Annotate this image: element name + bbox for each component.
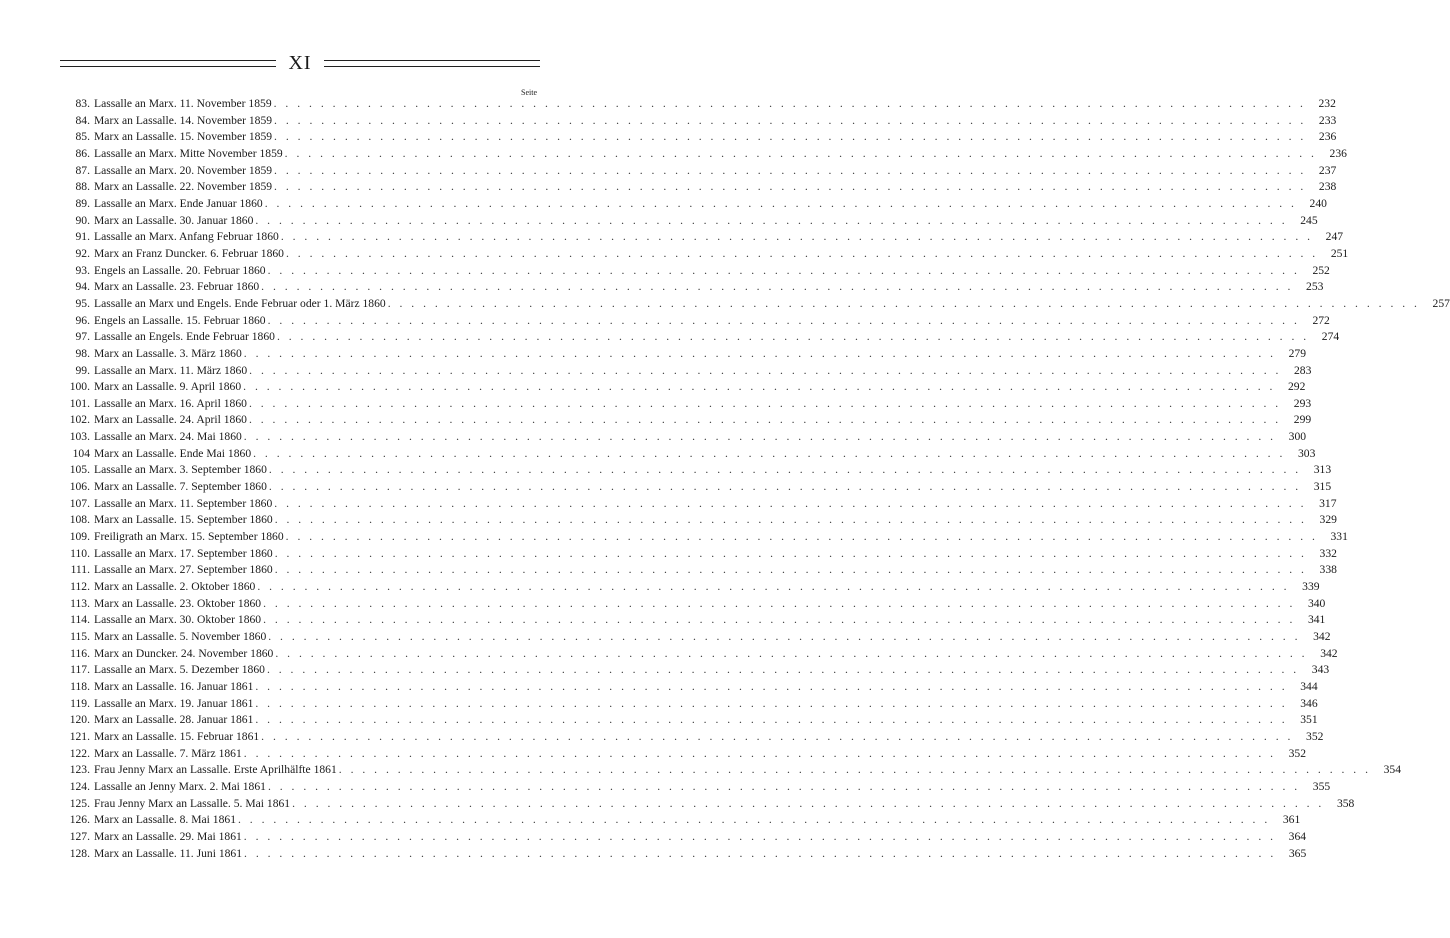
entry-number: 103. — [69, 430, 90, 444]
dot-leader — [259, 280, 1295, 293]
entry-number: 102. — [69, 413, 90, 427]
entry-title: Lassalle an Marx. Anfang Februar 1860 — [94, 230, 279, 244]
entry-number: 109. — [69, 530, 90, 544]
toc-entry — [60, 796, 1355, 814]
toc-entry — [60, 363, 1312, 381]
toc-entry — [60, 663, 1330, 680]
entry-number: 104 — [72, 446, 90, 460]
entry-number: 117. — [70, 663, 90, 677]
dot-leader — [242, 830, 1278, 843]
toc-entry — [60, 613, 1326, 630]
entry-page: 344 — [1300, 679, 1318, 693]
dot-leader — [267, 463, 1303, 476]
toc-entry — [60, 746, 1307, 764]
entry-title: Engels an Lassalle. 15. Februar 1860 — [94, 313, 266, 327]
toc-entry — [60, 430, 1307, 447]
dot-leader — [290, 797, 1326, 810]
entry-number: 112. — [70, 580, 90, 594]
entry-number: 99. — [75, 363, 90, 377]
entry-page: 361 — [1282, 813, 1301, 827]
toc-entry — [60, 630, 1331, 647]
entry-number: 83. — [75, 97, 90, 110]
header-rule-right — [324, 60, 540, 67]
entry-page: 279 — [1288, 346, 1307, 360]
entry-title: Marx an Lassalle. 28. Januar 1861 — [94, 713, 254, 727]
entry-page: 272 — [1312, 313, 1330, 327]
entry-page: 238 — [1318, 180, 1337, 194]
entry-number: 126. — [69, 813, 90, 827]
dot-leader — [273, 647, 1309, 660]
entry-title: Marx an Lassalle. 11. Juni 1861 — [94, 846, 243, 860]
dot-leader — [241, 380, 1277, 393]
toc-entry — [60, 463, 1332, 480]
dot-leader — [263, 197, 1299, 210]
entry-page: 253 — [1306, 280, 1324, 294]
toc-entry — [60, 446, 1316, 464]
entry-title: Marx an Lassalle. 9. April 1860 — [94, 380, 242, 394]
toc-entry — [60, 213, 1318, 231]
dot-leader — [247, 364, 1283, 377]
entry-number: 121. — [69, 729, 90, 743]
entry-title: Lassalle an Marx. Ende Januar 1860 — [94, 196, 263, 210]
entry-title: Marx an Lassalle. 24. April 1860 — [94, 413, 247, 427]
toc-entry — [60, 813, 1301, 830]
entry-number: 120. — [69, 713, 90, 727]
toc-entry — [60, 230, 1344, 247]
toc-entry — [60, 380, 1306, 397]
entry-title: Lassalle an Marx. 16. April 1860 — [94, 396, 247, 410]
toc-entry — [60, 530, 1348, 547]
entry-page: 364 — [1288, 829, 1307, 843]
entry-title: Lassalle an Marx. 11. September 1860 — [94, 496, 273, 510]
entry-number: 113. — [70, 596, 90, 610]
entry-number: 94. — [75, 280, 90, 294]
entry-number: 124. — [69, 779, 90, 793]
toc-entry — [60, 313, 1330, 331]
dot-leader — [337, 763, 1373, 776]
toc-entry — [60, 146, 1347, 164]
toc-entry — [60, 496, 1337, 514]
toc-entry — [60, 113, 1337, 131]
dot-leader — [247, 397, 1283, 410]
dot-leader — [284, 530, 1320, 543]
entry-title: Marx an Lassalle. 2. Oktober 1860 — [94, 580, 256, 594]
dot-leader — [242, 847, 1278, 860]
entry-number: 101. — [69, 396, 90, 410]
entry-page: 352 — [1306, 729, 1324, 743]
entry-number: 91. — [75, 230, 90, 244]
entry-number: 93. — [75, 263, 90, 277]
entry-page: 300 — [1288, 430, 1307, 444]
entry-number: 98. — [75, 346, 90, 360]
entry-title: Freiligrath an Marx. 15. September 1860 — [94, 530, 284, 544]
toc-entry — [60, 546, 1337, 564]
dot-leader — [272, 164, 1308, 177]
entry-title: Lassalle an Marx. 27. September 1860 — [94, 563, 273, 577]
toc-entry — [60, 646, 1338, 664]
dot-leader — [272, 97, 1308, 110]
page-number: XI — [288, 52, 312, 74]
entry-page: 247 — [1325, 230, 1344, 244]
entry-page: 252 — [1312, 263, 1330, 277]
dot-leader — [236, 813, 1272, 826]
entry-page: 315 — [1313, 480, 1332, 494]
entry-number: 123. — [69, 763, 90, 777]
entry-number: 116. — [70, 646, 90, 660]
dot-leader — [253, 713, 1289, 726]
dot-leader — [253, 214, 1289, 227]
entry-number: 118. — [70, 679, 90, 693]
entry-page: 343 — [1311, 663, 1330, 677]
entry-title: Lassalle an Marx. 11. November 1859 — [94, 97, 272, 110]
entry-page: 352 — [1288, 746, 1307, 760]
entry-title: Marx an Lassalle. 23. Februar 1860 — [94, 280, 260, 294]
toc-entry — [60, 763, 1401, 780]
dot-leader — [283, 147, 1319, 160]
entry-title: Marx an Lassalle. 7. März 1861 — [94, 746, 242, 760]
entry-number: 106. — [69, 480, 90, 494]
entry-page: 358 — [1336, 796, 1355, 810]
entry-page: 355 — [1312, 779, 1331, 793]
entry-page: 236 — [1329, 146, 1347, 160]
table-of-contents — [60, 97, 1450, 863]
dot-leader — [275, 330, 1311, 343]
entry-number: 108. — [69, 513, 90, 527]
entry-title: Marx an Lassalle. 15. November 1859 — [94, 130, 273, 144]
dot-leader — [273, 513, 1309, 526]
entry-title: Marx an Lassalle. 30. Januar 1860 — [94, 213, 254, 227]
dot-leader — [242, 747, 1278, 760]
toc-entry — [60, 263, 1330, 281]
entry-title: Marx an Duncker. 24. November 1860 — [94, 646, 274, 660]
toc-entry — [60, 196, 1327, 214]
entry-number: 110. — [70, 546, 90, 560]
dot-leader — [266, 630, 1302, 643]
entry-title: Lassalle an Marx. 24. Mai 1860 — [94, 430, 242, 444]
entry-title: Marx an Lassalle. 14. November 1859 — [94, 113, 273, 127]
toc-entry — [60, 130, 1337, 147]
entry-page: 331 — [1330, 530, 1348, 544]
entry-title: Lassalle an Marx. 3. September 1860 — [94, 463, 267, 477]
entry-number: 115. — [70, 630, 90, 643]
dot-leader — [251, 447, 1287, 460]
toc-entry — [60, 246, 1349, 264]
toc-entry — [60, 563, 1337, 580]
entry-page: 303 — [1297, 446, 1316, 460]
dot-leader — [272, 130, 1308, 143]
dot-leader — [279, 230, 1315, 243]
entry-page: 342 — [1320, 646, 1338, 660]
toc-entry — [60, 346, 1307, 364]
dot-leader — [273, 563, 1309, 576]
entry-title: Lassalle an Marx. 5. Dezember 1860 — [94, 663, 265, 677]
entry-page: 274 — [1321, 330, 1340, 344]
toc-entry — [60, 413, 1312, 430]
toc-entry — [60, 846, 1307, 864]
entry-title: Lassalle an Marx. 19. Januar 1861 — [94, 696, 254, 710]
entry-title: Marx an Lassalle. 22. November 1859 — [94, 180, 273, 194]
toc-entry — [60, 180, 1337, 197]
toc-entry — [60, 679, 1318, 697]
toc-entry — [60, 163, 1337, 181]
toc-entry — [60, 729, 1324, 747]
toc-entry — [60, 696, 1318, 714]
dot-leader — [242, 430, 1278, 443]
entry-title: Lassalle an Marx. 20. November 1859 — [94, 163, 273, 177]
entry-page: 240 — [1309, 196, 1327, 210]
toc-entry — [60, 513, 1337, 530]
entry-number: 97. — [75, 330, 90, 344]
entry-page: 233 — [1318, 113, 1337, 127]
entry-title: Marx an Lassalle. 15. September 1860 — [94, 513, 273, 527]
dot-leader — [267, 480, 1303, 493]
entry-number: 100. — [69, 380, 90, 394]
entry-page: 293 — [1293, 396, 1312, 410]
entry-title: Marx an Lassalle. 29. Mai 1861 — [94, 829, 242, 843]
entry-page: 339 — [1302, 580, 1320, 594]
toc-entry — [60, 480, 1332, 497]
entry-number: 111. — [70, 563, 90, 577]
dot-leader — [242, 347, 1278, 360]
entry-number: 96. — [75, 313, 90, 327]
entry-page: 283 — [1294, 363, 1312, 377]
dot-leader — [272, 180, 1308, 193]
entry-page: 341 — [1307, 613, 1326, 627]
entry-title: Lassalle an Jenny Marx. 2. Mai 1861 — [94, 779, 266, 793]
entry-page: 236 — [1318, 130, 1337, 144]
toc-entry — [60, 713, 1318, 730]
entry-title: Lassalle an Engels. Ende Februar 1860 — [94, 330, 275, 344]
dot-leader — [273, 547, 1309, 560]
toc-entry — [60, 296, 1450, 314]
entry-page: 245 — [1300, 213, 1318, 227]
toc-entry — [60, 280, 1324, 297]
entry-title: Engels an Lassalle. 20. Februar 1860 — [94, 263, 266, 277]
entry-number: 125. — [69, 796, 90, 810]
entry-title: Lassalle an Marx. 30. Oktober 1860 — [94, 613, 262, 627]
entry-number: 84. — [75, 113, 90, 127]
page-header — [60, 50, 540, 76]
entry-number: 119. — [70, 696, 90, 710]
entry-title: Lassalle an Marx. 11. März 1860 — [94, 363, 248, 377]
entry-number: 105. — [69, 463, 90, 477]
entry-title: Lassalle an Marx. Mitte November 1859 — [94, 146, 283, 160]
entry-title: Marx an Lassalle. 7. September 1860 — [94, 480, 267, 494]
entry-page: 292 — [1288, 380, 1306, 394]
entry-page: 338 — [1319, 563, 1337, 577]
entry-number: 88. — [75, 180, 90, 194]
entry-page: 299 — [1293, 413, 1312, 427]
entry-title: Marx an Franz Duncker. 6. Februar 1860 — [94, 246, 284, 260]
entry-page: 354 — [1383, 763, 1401, 777]
entry-page: 346 — [1300, 696, 1318, 710]
dot-leader — [386, 297, 1422, 310]
dot-leader — [272, 497, 1308, 510]
entry-number: 92. — [75, 246, 90, 260]
entry-number: 114. — [70, 613, 90, 627]
entry-title: Marx an Lassalle. 15. Februar 1861 — [94, 729, 260, 743]
entry-page: 342 — [1313, 630, 1331, 643]
entry-number: 86. — [75, 146, 90, 160]
header-rule-left — [60, 60, 276, 67]
entry-page: 365 — [1288, 846, 1307, 860]
entry-title: Lassalle an Marx. 17. September 1860 — [94, 546, 273, 560]
dot-leader — [265, 663, 1301, 676]
toc-entry — [60, 330, 1340, 347]
entry-page: 313 — [1313, 463, 1332, 477]
dot-leader — [266, 264, 1302, 277]
entry-number: 89. — [75, 196, 90, 210]
entry-title: Lassalle an Marx und Engels. Ende Februar oder 1. März 1860 — [94, 296, 386, 310]
dot-leader — [253, 680, 1289, 693]
dot-leader — [261, 597, 1297, 610]
dot-leader — [266, 314, 1302, 327]
entry-page: 329 — [1319, 513, 1337, 527]
entry-page: 237 — [1318, 163, 1337, 177]
dot-leader — [261, 613, 1297, 626]
dot-leader — [272, 114, 1308, 127]
dot-leader — [259, 730, 1295, 743]
toc-entry — [60, 779, 1331, 797]
entry-title: Marx an Lassalle. 8. Mai 1861 — [94, 813, 236, 827]
entry-number: 87. — [75, 163, 90, 177]
entry-page: 317 — [1319, 496, 1337, 510]
entry-page: 232 — [1318, 97, 1336, 110]
entry-title: Frau Jenny Marx an Lassalle. Erste Aprilhälfte 1861 — [94, 763, 337, 777]
dot-leader — [284, 247, 1320, 260]
entry-page: 251 — [1330, 246, 1349, 260]
toc-entry — [60, 97, 1336, 114]
entry-title: Marx an Lassalle. 5. November 1860 — [94, 630, 267, 643]
entry-title: Marx an Lassalle. 16. Januar 1861 — [94, 679, 254, 693]
entry-number: 95. — [75, 296, 90, 310]
entry-title: Marx an Lassalle. Ende Mai 1860 — [94, 446, 252, 460]
entry-number: 127. — [69, 829, 90, 843]
dot-leader — [266, 780, 1302, 793]
entry-page: 351 — [1300, 713, 1318, 727]
entry-page: 257 — [1432, 296, 1450, 310]
column-label-seite: Seite — [521, 88, 537, 97]
dot-leader — [253, 697, 1289, 710]
entry-title: Marx an Lassalle. 23. Oktober 1860 — [94, 596, 262, 610]
entry-number: 107. — [69, 496, 90, 510]
toc-entry — [60, 829, 1307, 847]
entry-page: 340 — [1307, 596, 1326, 610]
entry-number: 85. — [75, 130, 90, 144]
entry-number: 122. — [69, 746, 90, 760]
entry-title: Frau Jenny Marx an Lassalle. 5. Mai 1861 — [94, 796, 291, 810]
entry-title: Marx an Lassalle. 3. März 1860 — [94, 346, 242, 360]
dot-leader — [247, 413, 1283, 426]
entry-number: 90. — [75, 213, 90, 227]
entry-page: 332 — [1319, 546, 1337, 560]
toc-entry — [60, 396, 1312, 414]
toc-entry — [60, 596, 1326, 614]
toc-entry — [60, 580, 1320, 597]
dot-leader — [255, 580, 1291, 593]
entry-number: 128. — [69, 846, 90, 860]
